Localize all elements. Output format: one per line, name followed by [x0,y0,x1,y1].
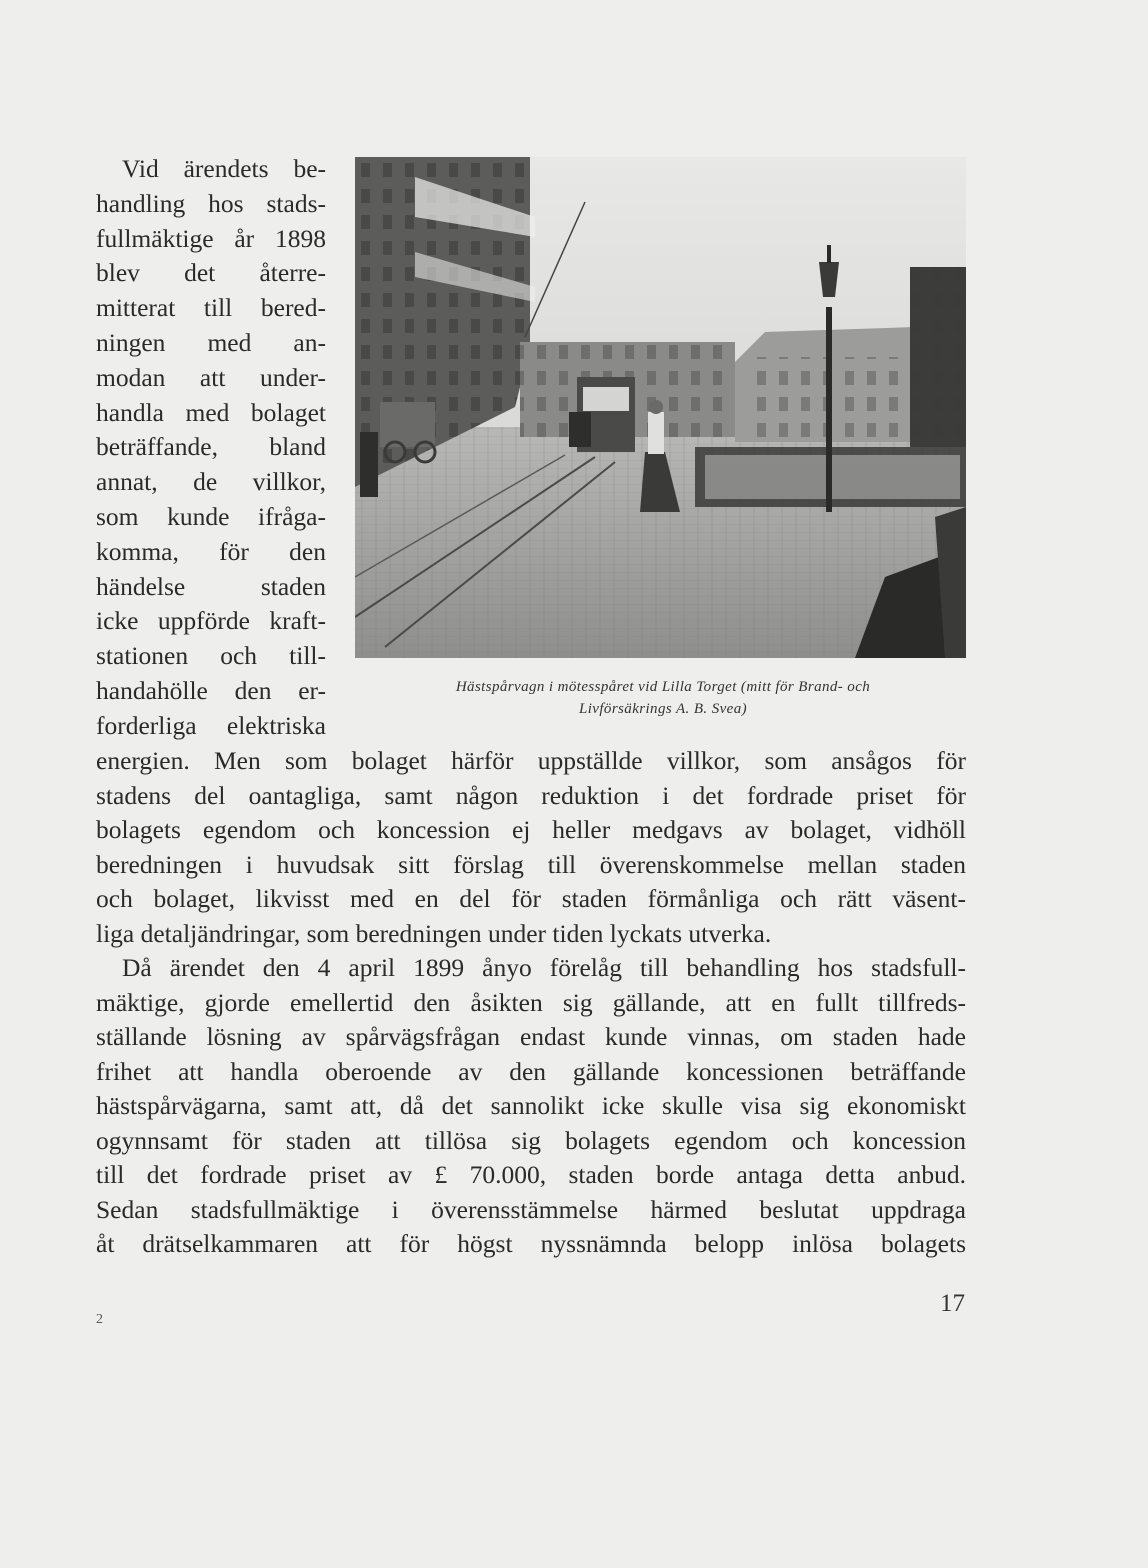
text-line: ställande lösning av spårvägsfrågan endast kunde vinnas, om staden hade [96,1022,966,1051]
body-text [96,744,966,1262]
text-line: mäktige, gjorde emellertid den åsikten sig gällande, att en fullt tillfreds- [96,987,966,1017]
text-line: handling hos stads- [96,188,326,218]
text-line: händelse staden [96,571,326,601]
text-line: annat, de villkor, [96,467,326,497]
caption-line: Livförsäkrings A. B. Svea) [578,701,748,717]
text-line: fullmäktige år 1898 [96,223,326,253]
text-line: som kunde ifråga- [96,501,326,531]
text-line: icke uppförde kraft- [96,606,326,636]
text-line: handla med bolaget [96,397,326,427]
text-line: Då ärendet den 4 april 1899 ånyo förelåg till behandling hos stadsfull- [122,953,966,982]
text-line: frihet att handla oberoende av den gällande koncessionen beträffande [96,1056,966,1086]
text-line: åt drätselkammaren att för högst nyssnämnda belopp inlösa bolagets [96,1229,966,1258]
text-line: beredningen i huvudsak sitt förslag till överenskommelse mellan staden [96,849,966,879]
text-line: Vid ärendets be- [122,154,326,183]
text-line: hästspårvägarna, samt att, då det sannolikt icke skulle visa sig ekonomiskt [96,1091,966,1120]
text-line: Sedan stadsfullmäktige i överensstämmelse härmed beslutat uppdraga [96,1194,966,1224]
text-line: komma, för den [96,536,326,566]
text-line: ningen med an- [96,327,326,357]
text-line: mitterat till bered- [96,293,326,323]
text-line: stadens del oantagliga, samt någon reduktion i det fordrade priset för [96,780,966,810]
caption-line: Hästspårvagn i mötesspåret vid Lilla Torget (mitt för Brand- och [455,679,871,695]
narrow-text-column [96,152,326,744]
text-line: liga detaljändringar, som beredningen under tiden lyckats utverka. [96,918,772,948]
text-line: stationen och till- [96,641,326,671]
text-line: forderliga elektriska [96,710,326,740]
text-line: blev det återre- [96,258,326,288]
text-line: och bolaget, likvisst med en del för staden förmånliga och rätt väsent- [96,884,966,913]
text-line: energien. Men som bolaget härför uppställde villkor, som ansågos för [96,746,966,775]
figure-caption [360,676,966,720]
text-line: till det fordrade priset av £ 70.000, staden borde antaga detta anbud. [96,1160,966,1189]
text-line: beträffande, bland [96,432,326,462]
text-line: ogynnsamt för staden att tillösa sig bolagets egendom och koncession [96,1125,966,1155]
signature-mark: 2 [96,1312,103,1327]
text-line: handahölle den er- [96,675,326,705]
text-line: modan att under- [96,362,326,392]
text-line: bolagets egendom och koncession ej heller medgavs av bolaget, vidhöll [96,815,966,844]
street-photograph [355,157,966,658]
page-number: 17 [940,1290,965,1317]
